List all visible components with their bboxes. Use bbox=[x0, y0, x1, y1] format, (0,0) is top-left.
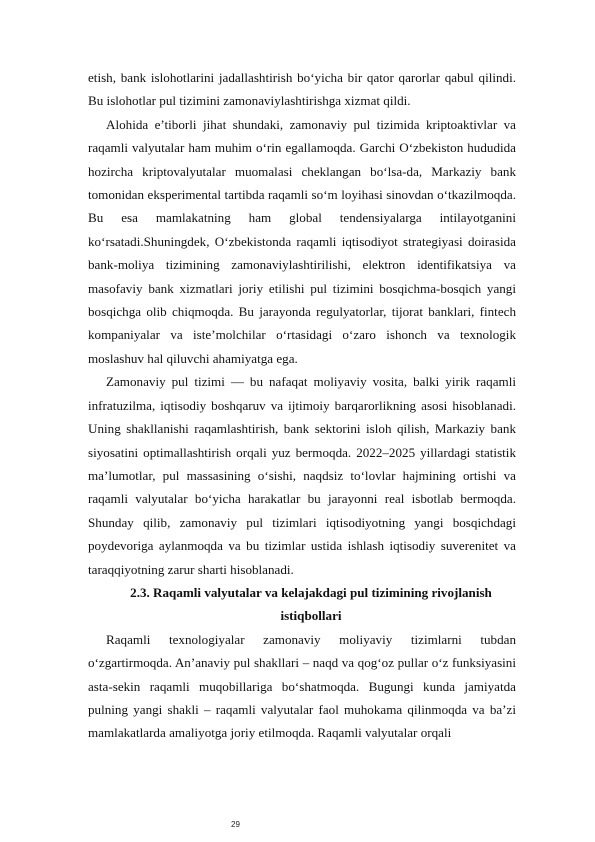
page-number: 29 bbox=[231, 820, 240, 829]
paragraph-crypto-assets: Alohida e’tiborli jihat shundaki, zamonaviy pul tizimida kriptoaktivlar va raqamli valyutalar ham muhim o‘rin egallamoqda. Garchi O‘zbekiston hududida hozircha kriptovalyutalar muomalasi cheklangan bo‘lsa-da, Markaziy bank tomonidan eksperimental tartibda raqamli so‘m loyihasi sinovdan o‘tkazilmoqda. Bu esa mamlakatning ham global tendensiyalarga intilayotganini ko‘rsatadi.Shuningdek, O‘zbekistonda raqamli iqtisodiyot strategiyasi doirasida bank-moliya tizimining zamonaviylashtirilishi, elektron identifikatsiya va masofaviy bank xizmatlari joriy etilishi pul tizimini bosqichma-bosqich yangi bosqichga olib chiqmoqda. Bu jarayonda regulyatorlar, tijorat banklari, fintech kompaniyalar va iste’molchilar o‘rtasidagi o‘zaro ishonch va texnologik moslashuv hal qiluvchi ahamiyatga ega. bbox=[88, 116, 516, 366]
paragraph-digital-technologies: Raqamli texnologiyalar zamonaviy moliyaviy tizimlarni tubdan o‘zgartirmoqda. An’anaviy pul shakllari – naqd va qog‘oz pullar o‘z funksiyasini asta-sekin raqamli muqobillariga bo‘shatmoqda. Bugungi kunda jamiyatda pulning yangi shakli – raqamli valyutalar faol muhokama qilinmoqda va ba’zi mamlakatlarda amaliyotga joriy etilmoqda. Raqamli valyutalar orqali bbox=[88, 631, 516, 741]
section-heading: 2.3. Raqamli valyutalar va kelajakdagi pul tizimining rivojlanish istiqbollari bbox=[130, 584, 492, 624]
paragraph-modern-money-system: Zamonaviy pul tizimi — bu nafaqat moliyaviy vosita, balki yirik raqamli infratuzilma, iqtisodiy boshqaruv va ijtimoiy barqarorlikning asosi hisoblanadi. Uning shakllanishi raqamlashtirish, bank sektorini isloh qilish, Markaziy bank siyosatini optimallashtirish orqali yuz bermoqda. 2022–2025 yillardagi statistik ma’lumotlar, pul massasining o‘sishi, naqdsiz to‘lovlar hajmining ortishi va raqamli valyutalar bo‘yicha harakatlar bu jarayonni real isbotlab bermoqda. Shunday qilib, zamonaviy pul tizimlari iqtisodiyotning yangi bosqichdagi poydevoriga aylanmoqda va bu tizimlar ustida ishlash iqtisodiy suverenitet va taraqqiyotning zarur sharti hisoblanadi. bbox=[88, 374, 516, 577]
paragraph-continuation: etish, bank islohotlarini jadallashtirish bo‘yicha bir qator qarorlar qabul qilindi. Bu islohotlar pul tizimini zamonaviylashtirishga xizmat qildi. bbox=[88, 70, 516, 109]
page-body bbox=[88, 66, 516, 745]
